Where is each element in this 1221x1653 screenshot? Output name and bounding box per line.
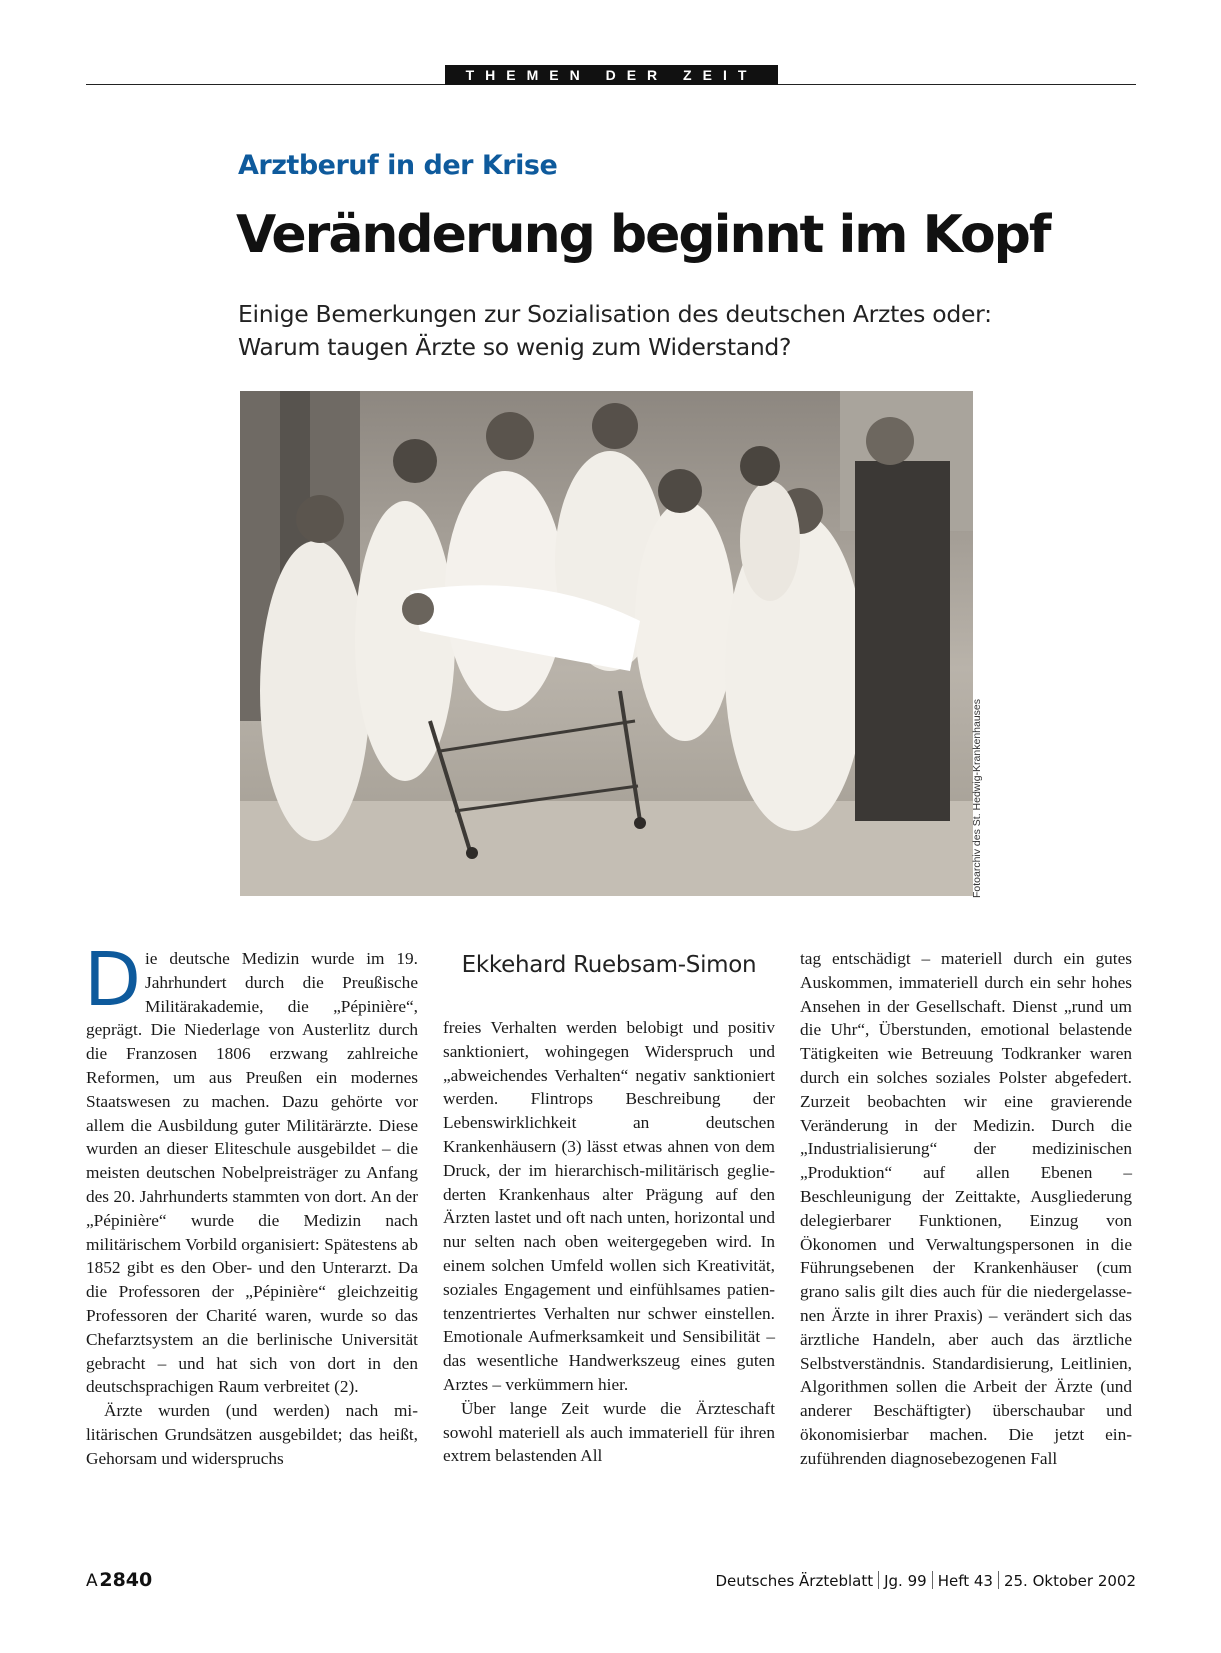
text-column-1 — [84, 937, 418, 1471]
paragraph-2: Ärzte wurden (und werden) nach militärischen Grundsätzen ausgebildet; das heißt, Gehorsam und widerspruchs — [86, 1401, 418, 1468]
paragraph-3: freies Verhalten werden belobigt und positiv sanktioniert, wohingegen Widerspruch und „abweichendes Verhalten“ negativ sanktioniert werden. Flintrops Beschreibung der Lebenswirklichkeit an deutschen Krankenhäusern (3) lässt etwas ahnen von dem Druck, der im hierarchisch-militärisch gegliederten Krankenhaus alter Prägung auf den Ärzten lastet und oft nach unten, horizontal und nur selten nach oben weitergegeben wird. In einem solchen Umfeld wollen sich Kreativität, soziales Engagement und einfühlsames patientenzentriertes Verhalten nur schwer einstellen. Emotionale Aufmerksamkeit und Sensibilität – das wesentliche Handwerkszeug eines guten Arztes – verkümmern hier. — [443, 1018, 775, 1394]
paragraph-1 — [84, 937, 418, 1399]
historical-photo — [240, 391, 973, 896]
paragraph-1-text: ie deutsche Medizin wurde im 19. Jahrhundert durch die Preußische Militärakademie, die „Pépinière“, geprägt. Die Niederlage von Austerlitz durch die Franzosen 1806 erzwang zahlreiche Reformen, um aus Preußen ein modernes Staatswesen zu machen. Dazu gehörte vor allem die Ausbildung guter Militärärzte. Diese wurden an dieser Eliteschule ausgebildet – die meisten deutschen Nobelpreisträger zu Anfang des 20. Jahrhunderts stammten von dort. An der „Pépinière“ wurde die Medizin nach militärischem Vorbild organisiert: Spätestens ab 1852 gibt es den Ober- und den Unterarzt. Da die Professoren der „Pépinière“ gleichzeitig Professoren der Charité waren, wurde so das Chefarztsystem an die berlinische Universität gebracht – und hat sich von dort in den deutschsprachigen Raum verbreitet (2). — [86, 949, 418, 1397]
article-kicker: Arztberuf in der Krise — [238, 150, 558, 181]
publication-info — [716, 1571, 1137, 1590]
subtitle-line-2: Warum taugen Ärzte so wenig zum Widerstand? — [238, 333, 792, 361]
page-number-value: 2840 — [99, 1569, 153, 1591]
page-number — [86, 1569, 152, 1591]
text-column-2 — [443, 947, 775, 1468]
photo-credit: Fotoarchiv des St. Hedwig-Krankenhauses — [971, 698, 983, 898]
volume: Jg. 99 — [884, 1572, 927, 1590]
photo-illustration — [240, 391, 973, 896]
footer-divider — [932, 1571, 933, 1589]
footer-divider — [878, 1571, 879, 1589]
article-subtitle — [238, 298, 1058, 364]
author-name: Ekkehard Ruebsam-Simon — [461, 952, 757, 978]
issue: Heft 43 — [937, 1572, 993, 1590]
paragraph-5: tag entschädigt – materiell durch ein gutes Auskommen, immateriell durch ein sehr hohes Ansehen in der Gesellschaft. Dienst „rund um die Uhr“, Überstunden, emotional belastende Tätigkeiten wie Betreuung Todkranker waren durch ein solches soziales Polster abgefedert. Zurzeit beobachten wir eine gravierende Veränderung in der Medizin. Durch die „Industrialisierung“ der medizinischen „Produktion“ auf allen Ebenen – Beschleunigung der Zeittakte, Ausgliederung delegierbarer Funktionen, Einzug von Ökonomen und Verwaltungspersonen in die Führungsebenen der Krankenhäuser (cum grano salis gilt dies auch für die niedergelassenen Ärzte in ihrer Praxis) – verändert sich das ärztliche Handeln, aber auch das ärztliche Selbstverständnis. Standardisierung, Leitlinien, Algorithmen sollen die Arbeit der Ärzte (und anderer Beschäftigter) überschaubar und ökonomisierbar machen. Die jetzt einzuführenden diagnosebezogenen Fall — [800, 949, 1132, 1468]
issue-date: 25. Oktober 2002 — [1003, 1572, 1136, 1590]
page-prefix: A — [86, 1571, 98, 1591]
footer-divider — [998, 1571, 999, 1589]
section-label: THEMEN DER ZEIT — [445, 65, 778, 85]
subtitle-line-1: Einige Bemerkungen zur Sozialisation des deutschen Arztes oder: — [238, 300, 992, 328]
publication-name: Deutsches Ärzteblatt — [715, 1572, 874, 1590]
paragraph-4: Über lange Zeit wurde die Ärzteschaft sowohl materiell als auch immateriell für ihren extrem belastenden All — [443, 1398, 775, 1466]
text-column-3 — [800, 947, 1132, 1471]
article-headline: Veränderung beginnt im Kopf — [236, 205, 1050, 265]
drop-cap: D — [84, 937, 141, 1023]
